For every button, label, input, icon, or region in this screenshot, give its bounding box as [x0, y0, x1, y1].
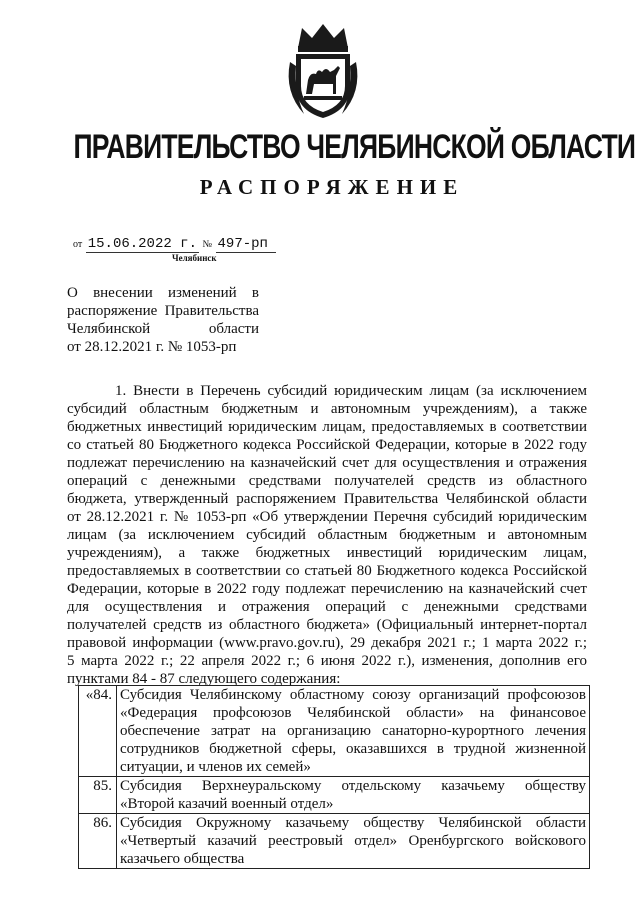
body-line: пунктами 84 - 87 следующего содержания: [67, 671, 341, 687]
row-text [117, 686, 590, 777]
body-line: правовой информации (www.pravo.gov.ru), 29 декабря 2021 г.; 1 марта 2022 г.; [67, 635, 587, 651]
row-text [117, 814, 590, 869]
body-line: предоставляемых в соответствии со статьей 80 Бюджетного кодекса Российской [67, 563, 587, 579]
cell-line: сотрудников бюджетной сферы, оказавшихся в трудной жизненной [120, 741, 586, 757]
body-line: 1. Внести в Перечень субсидий юридическим лицам (за исключением [115, 383, 587, 399]
row-text [117, 777, 590, 814]
subsidy-table [78, 685, 590, 869]
body-line: бюджетных инвестиций юридическим лицам, предоставляемых в соответствии [67, 419, 587, 435]
government-title: ПРАВИТЕЛЬСТВО ЧЕЛЯБИНСКОЙ ОБЛАСТИ [73, 128, 636, 166]
cell-line: ситуации, и членов их семей» [120, 759, 311, 775]
row-number: 85. [79, 777, 117, 814]
table-row [79, 777, 590, 814]
cell-line: Субсидия Верхнеуральскому отдельскому казачьему обществу [120, 778, 586, 794]
subject-line: от 28.12.2021 г. № 1053-рп [67, 339, 237, 355]
subject-line: распоряжение Правительства [67, 303, 259, 319]
chelyabinsk-coat-of-arms-icon [284, 22, 362, 120]
body-line: от 28.12.2021 г. № 1053-рп «Об утверждении Перечня субсидий юридическим [67, 509, 587, 525]
cell-line: «Второй казачий военный отдел» [120, 796, 334, 812]
body-line: учреждениям), а также бюджетных инвестиций юридическим лицам, [67, 545, 587, 561]
body-line: лицам (за исключением субсидий областным бюджетным и автономным [67, 527, 587, 543]
date-number-line [73, 236, 276, 253]
table-row [79, 686, 590, 777]
cell-line: «Четвертый казачий реестровый отдел» Оренбургского войскового [120, 833, 586, 849]
subject-block [67, 284, 259, 356]
subject-line: Челябинской области [67, 321, 259, 337]
body-line: получателей средств из областного бюджета» (Официальный интернет-портал [67, 617, 587, 633]
body-line: субсидий областным бюджетным и автономным учреждениям), а также [67, 401, 587, 417]
body-line: Федерации, которые в 2022 году подлежат перечислению на казначейский счет [67, 581, 587, 597]
document-type: РАСПОРЯЖЕНИЕ [199, 175, 465, 199]
row-number: 86. [79, 814, 117, 869]
subject-line: О внесении изменений в [67, 285, 259, 301]
cell-line: Субсидия Окружному казачьему обществу Челябинской области [120, 815, 586, 831]
number-label: № [202, 239, 213, 250]
table-row [79, 814, 590, 869]
body-line: 5 марта 2022 г.; 22 апреля 2022 г.; 6 июня 2022 г.), изменения, дополнив его [67, 653, 587, 669]
city: Челябинск [172, 253, 217, 263]
body-line: бюджета, утвержденный распоряжением Правительства Челябинской области [67, 491, 587, 507]
row-number: «84. [79, 686, 117, 777]
cell-line: обеспечение затрат на организацию санаторно-курортного лечения [120, 723, 586, 739]
body-line: операций с денежными средствами получателей средств из областного [67, 473, 587, 489]
cell-line: «Федерация профсоюзов Челябинской области» на финансовое [120, 705, 586, 721]
document-date: 15.06.2022 г. [87, 236, 197, 252]
body-line: со статьей 80 Бюджетного кодекса Российской Федерации, которые в 2022 году [67, 437, 587, 453]
document-number: 497-рп [216, 236, 276, 253]
cell-line: казачьего общества [120, 851, 245, 867]
body-line: для осуществления и отражения операций с денежными средствами [67, 599, 587, 615]
from-label: от [73, 239, 83, 250]
body-paragraph [67, 382, 587, 688]
cell-line: Субсидия Челябинскому областному союзу организаций профсоюзов [120, 687, 586, 703]
body-line: подлежат перечислению на казначейский счет для осуществления и отражения [67, 455, 587, 471]
